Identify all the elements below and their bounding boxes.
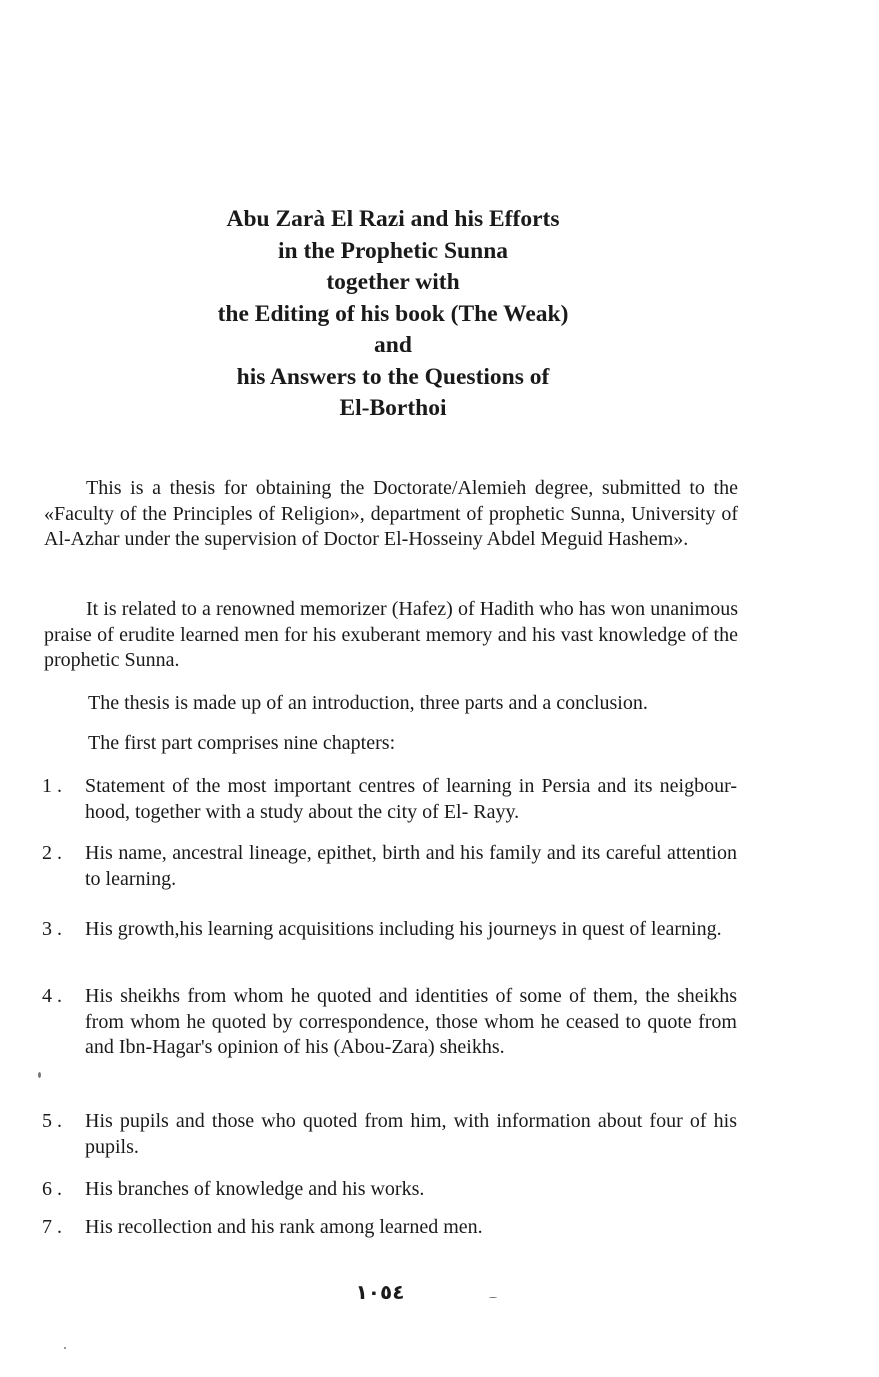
list-number: 1 . [42, 775, 62, 797]
list-number: 6 . [42, 1178, 62, 1200]
list-item: His sheikhs from whom he quoted and identities of some of them, the sheikhs from whom he quoted by correspondence, those whom he ceased to quote from and Ibn-Hagar's opinion of his (Abou-Zara) sheikhs. [85, 985, 737, 1058]
intro-paragraph: This is a thesis for obtaining the Doctorate/Alemieh degree, submitted to the «Faculty of the Principles of Religion», department of prophetic Sunna, University of Al-Azhar under the supervision of Doctor El-Hosseiny Abdel Meguid Hashem». [44, 477, 738, 550]
list-item: His branches of knowledge and his works. [85, 1178, 425, 1200]
list-item: His growth,his learning acquisitions including his journeys in quest of learning. [85, 918, 722, 940]
list-number: 3 . [42, 918, 62, 940]
list-number: 2 . [42, 842, 62, 864]
scan-speck [38, 1072, 41, 1078]
title-line: El-Borthoi [339, 395, 447, 421]
structure-paragraph: The thesis is made up of an introduction, three parts and a conclusion. [88, 692, 648, 714]
subject-paragraph: It is related to a renowned memorizer (Hafez) of Hadith who has won unanimous praise of erudite learned men for his exuberant memory and his vast knowledge of the prophetic Sunna. [44, 598, 738, 671]
title-line: together with [326, 269, 460, 295]
list-number: 4 . [42, 985, 62, 1007]
page-number: ١٠٥٤ [355, 1280, 405, 1304]
document-title [150, 204, 636, 425]
title-line: his Answers to the Questions of [236, 363, 550, 390]
list-number: 5 . [42, 1110, 62, 1132]
list-item: His recollection and his rank among learned men. [85, 1216, 483, 1238]
scan-speck [64, 1347, 66, 1349]
list-item: His pupils and those who quoted from him, with information about four of his pupils. [85, 1110, 737, 1158]
scan-speck [489, 1297, 497, 1298]
part-one-heading: The first part comprises nine chapters: [88, 732, 396, 754]
list-item: His name, ancestral lineage, epithet, birth and his family and its careful attention to learning. [85, 842, 737, 890]
title-line: and [374, 332, 412, 358]
title-line: the Editing of his book (The Weak) [217, 300, 569, 327]
list-item: Statement of the most important centres of learning in Persia and its neigbour-hood, together with a study about the city of El- Rayy. [85, 775, 737, 823]
title-line: in the Prophetic Sunna [277, 237, 509, 264]
title-line: Abu Zarà El Razi and his Efforts [226, 206, 560, 232]
list-number: 7 . [42, 1216, 62, 1238]
